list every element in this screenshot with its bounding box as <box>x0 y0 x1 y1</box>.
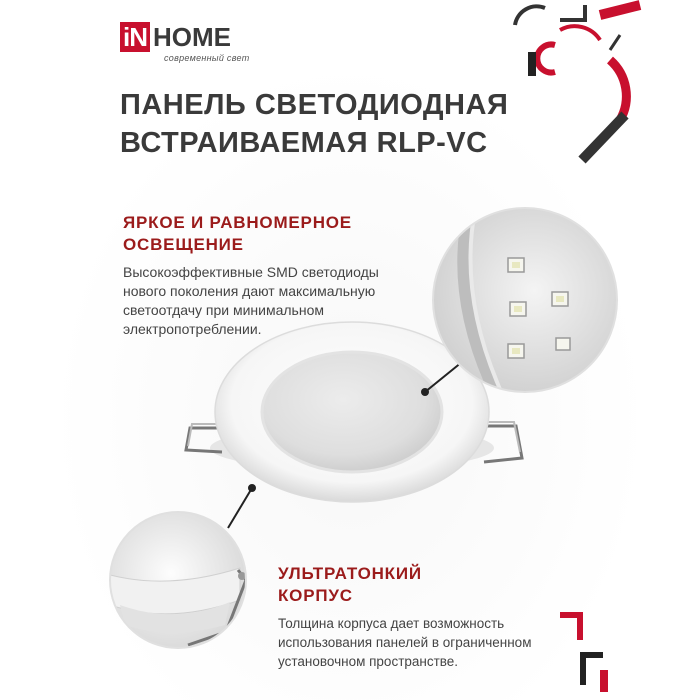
feature-brightness-text-line-4: электропотреблении. <box>123 321 262 337</box>
panel-diffuser <box>262 352 442 472</box>
feature-slim-heading-line-1: УЛЬТРАТОНКИЙ <box>278 564 422 583</box>
led-chip-5 <box>556 338 570 350</box>
logo-in-mark: iN <box>120 22 150 52</box>
feature-brightness-text-line-2: нового поколения дают максимальную <box>123 283 376 299</box>
callout-line-body <box>228 488 252 528</box>
led-chip-1 <box>508 258 524 272</box>
logo-tagline: современный свет <box>164 53 250 63</box>
led-chip-4 <box>508 344 524 358</box>
title-line-1: ПАНЕЛЬ СВЕТОДИОДНАЯ <box>120 89 509 121</box>
feature-slim-heading-line-2: КОРПУС <box>278 586 353 605</box>
callout-dot-body <box>248 484 256 492</box>
feature-slim-text-line-1: Толщина корпуса дает возможность <box>278 616 505 631</box>
feature-slim-text-line-3: установочном пространстве. <box>278 654 459 669</box>
feature-slim-heading <box>278 563 422 607</box>
feature-brightness-text-line-1: Высокоэффективные SMD светодиоды <box>123 264 379 280</box>
feature-slim-text-line-2: использования панелей в ограниченном <box>278 635 532 650</box>
feature-slim-description <box>278 614 578 671</box>
callout-dot-leds <box>421 388 429 396</box>
feature-brightness-heading-line-1: ЯРКОЕ И РАВНОМЕРНОЕ <box>123 213 352 232</box>
title-line-2: ВСТРАИВАЕМАЯ RLP-VC <box>120 127 488 159</box>
led-chip-2 <box>552 292 568 306</box>
logo-home-text: HOME <box>153 22 231 52</box>
feature-brightness-text-line-3: светоотдачу при минимальном <box>123 302 324 318</box>
feature-brightness-heading-line-2: ОСВЕЩЕНИЕ <box>123 235 244 254</box>
zoom-body-detail <box>110 512 246 648</box>
led-chip-3 <box>510 302 526 316</box>
